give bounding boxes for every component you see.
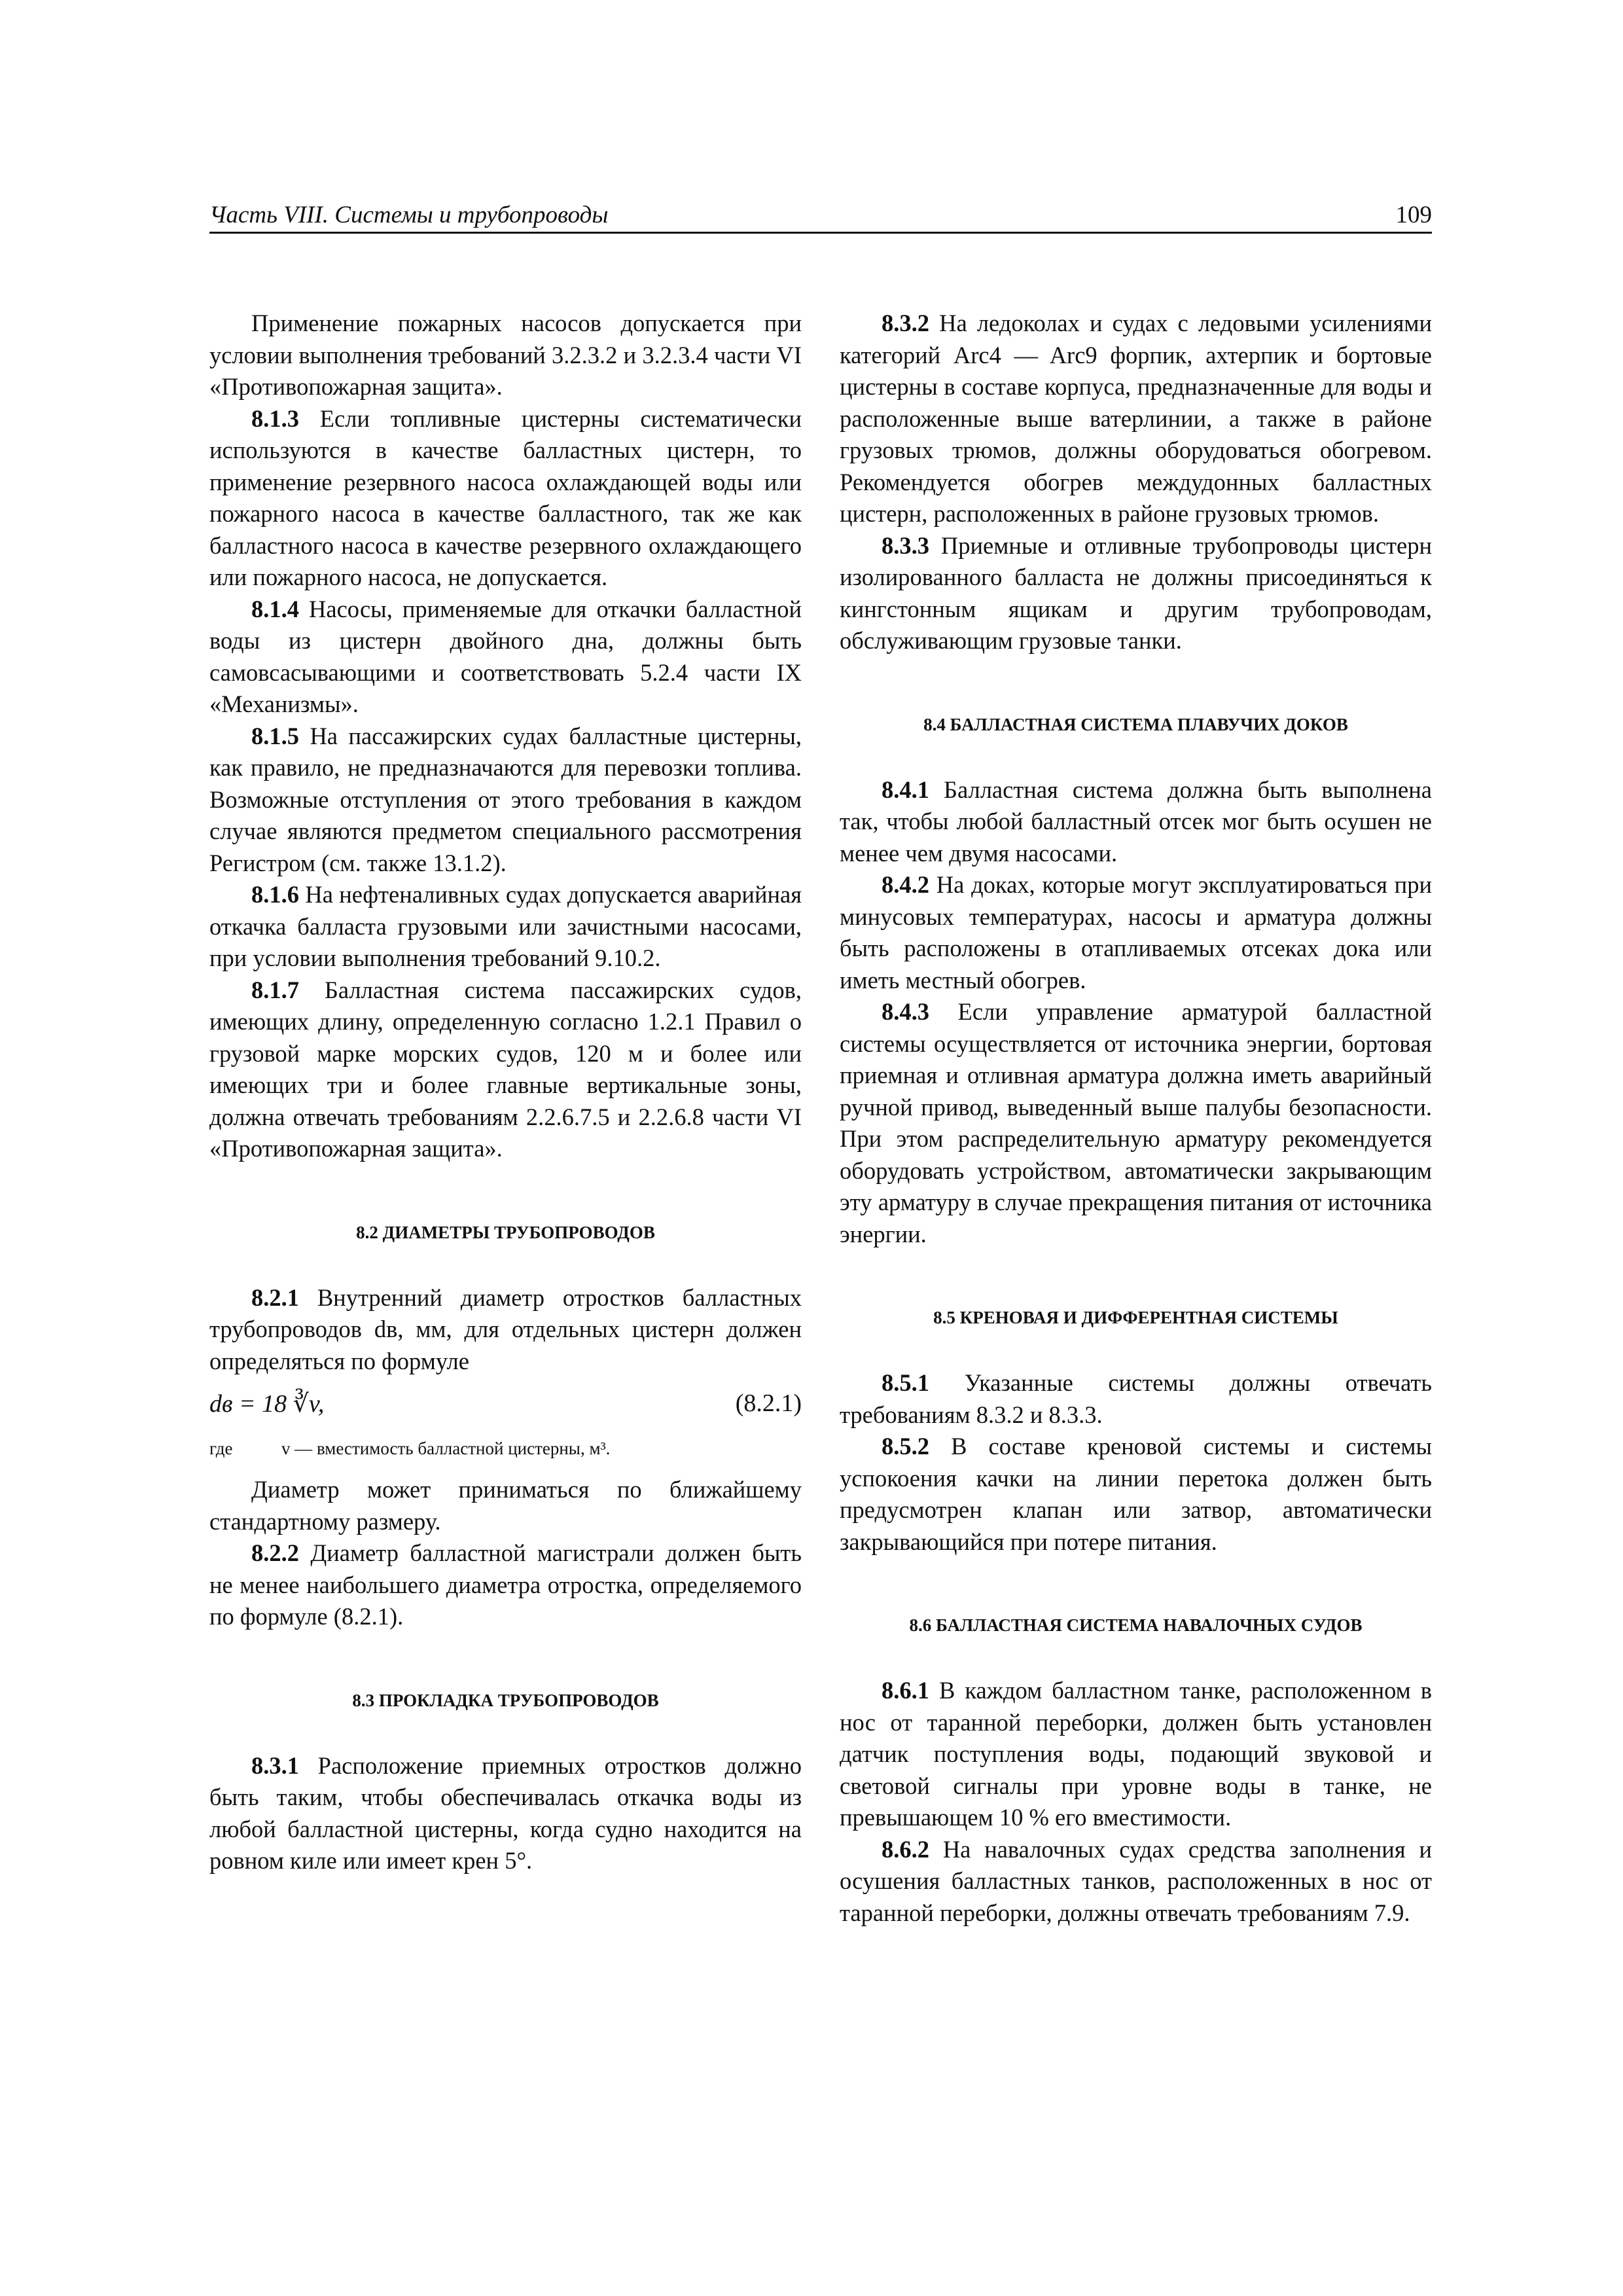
paragraph-8-1-4 xyxy=(209,594,802,721)
clause-number: 8.4.1 xyxy=(882,776,929,803)
clause-text: Диаметр балластной магистрали должен быть не менее наибольшего диаметра отростка, определяемого по формуле (8.2.1). xyxy=(209,1539,802,1630)
clause-number: 8.5.2 xyxy=(882,1433,929,1460)
clause-text: В составе креновой системы и системы успокоения качки на линии перетока должен быть предусмотрен клапан или затвор, автоматически закрывающийся при потере питания. xyxy=(840,1433,1432,1555)
running-header xyxy=(209,200,1432,234)
clause-text: Внутренний диаметр отростков балластных трубопроводов dв, мм, для отдельных цистерн должен определяться по формуле xyxy=(209,1283,802,1374)
clause-text: Насосы, применяемые для откачки балластной воды из цистерн двойного дна, должны быть самовсасывающими и соответствовать 5.2.4 части IX «Механизмы». xyxy=(209,595,802,717)
clause-text: Если управление арматурой балластной системы осуществляется от источника энергии, бортовая приемная и отливная арматура должна иметь аварийный ручной привод, выведенный выше палубы безопасности. При этом распределительную арматуру рекомендуется оборудовать устройством, автоматически закрывающим эту арматуру в случае прекращения питания от источника энергии. xyxy=(840,998,1432,1247)
page-number: 109 xyxy=(1395,202,1432,228)
section-heading-8-6: 8.6 БАЛЛАСТНАЯ СИСТЕМА НАВАЛОЧНЫХ СУДОВ xyxy=(909,1615,1363,1635)
legend-definition: v — вместимость балластной цистерны, м³. xyxy=(281,1439,611,1458)
clause-text: На доках, которые могут эксплуатироваться при минусовых температурах, насосы и арматура должны быть расположены в отапливаемых отсеках дока или иметь местный обогрев. xyxy=(840,871,1432,994)
left-column xyxy=(209,308,802,1877)
clause-number: 8.2.2 xyxy=(251,1539,299,1566)
formula-expression: dв = 18 ∛v, xyxy=(209,1390,325,1418)
section-heading-8-3: 8.3 ПРОКЛАДКА ТРУБОПРОВОДОВ xyxy=(352,1690,659,1710)
paragraph-8-1-3 xyxy=(209,403,802,594)
clause-text: Если топливные цистерны систематически используются в качестве балластных цистерн, то применение резервного насоса охлаждающей воды или пожарного насоса в качестве балластного, так же как балластного насоса в качестве резервного охлаждающего или пожарного насоса, не допускается. xyxy=(209,404,802,590)
clause-text: Балластная система должна быть выполнена так, чтобы любой балластный отсек мог быть осушен не менее чем двумя насосами. xyxy=(840,776,1432,867)
clause-number: 8.6.1 xyxy=(882,1677,929,1704)
formula-legend xyxy=(209,1433,802,1465)
paragraph-8-3-2 xyxy=(840,308,1432,530)
paragraph-8-4-3 xyxy=(840,996,1432,1250)
clause-number: 8.1.4 xyxy=(251,595,299,622)
clause-number: 8.3.3 xyxy=(882,531,929,559)
clause-number: 8.3.2 xyxy=(882,310,929,336)
clause-text: Расположение приемных отростков должно быть таким, чтобы обеспечивалась откачка воды из любой балластной цистерны, когда судно находится на ровном киле или имеет крен 5°. xyxy=(209,1751,802,1874)
clause-number: 8.5.1 xyxy=(882,1369,929,1396)
clause-number: 8.4.2 xyxy=(882,871,929,898)
clause-text: Указанные системы должны отвечать требованиям 8.3.2 и 8.3.3. xyxy=(840,1369,1432,1428)
paragraph-8-1-6 xyxy=(209,879,802,975)
clause-number: 8.1.7 xyxy=(251,976,299,1003)
clause-text: На пассажирских судах балластные цистерны, как правило, не предназначаются для перевозки топлива. Возможные отступления от этого требования в каждом случае являются предметом специального рассмотрения Регистром (см. также 13.1.2). xyxy=(209,722,802,876)
legend-where: где xyxy=(209,1439,233,1458)
clause-number: 8.6.2 xyxy=(882,1835,929,1863)
clause-text: Приемные и отливные трубопроводы цистерн изолированного балласта не должны присоединяться к кингстонным ящикам и другим трубопроводам, обслуживающим грузовые танки. xyxy=(840,531,1432,654)
part-title: Часть VIII. Системы и трубопроводы xyxy=(209,202,609,228)
paragraph-diameter-note: Диаметр может приниматься по ближайшему стандартному размеру. xyxy=(209,1476,802,1535)
formula-number: (8.2.1) xyxy=(735,1390,802,1417)
clause-text: На навалочных судах средства заполнения и осушения балластных танков, расположенных в нос от таранной переборки, должны отвечать требованиям 7.9. xyxy=(840,1835,1432,1926)
clause-number: 8.3.1 xyxy=(251,1751,299,1779)
paragraph-8-5-2 xyxy=(840,1431,1432,1558)
clause-text: На нефтеналивных судах допускается аварийная откачка балласта грузовыми или зачистными насосами, при условии выполнения требований 9.10.2. xyxy=(209,881,802,971)
clause-number: 8.1.6 xyxy=(251,881,299,908)
clause-number: 8.1.3 xyxy=(251,404,299,432)
formula-8-2-1 xyxy=(209,1384,802,1426)
paragraph-8-4-2 xyxy=(840,869,1432,996)
clause-number: 8.1.5 xyxy=(251,722,299,749)
clause-text: В каждом балластном танке, расположенном в нос от таранной переборки, должен быть установлен датчик поступления воды, подающий звуковой и световой сигналы при уровне воды в танке, не превышающем 10 % его вместимости. xyxy=(840,1677,1432,1831)
paragraph-8-4-1 xyxy=(840,774,1432,870)
paragraph-8-2-2 xyxy=(209,1537,802,1633)
clause-number: 8.2.1 xyxy=(251,1283,299,1311)
paragraph-8-3-3 xyxy=(840,530,1432,657)
paragraph-8-1-7 xyxy=(209,975,802,1165)
section-heading-8-4: 8.4 БАЛЛАСТНАЯ СИСТЕМА ПЛАВУЧИХ ДОКОВ xyxy=(923,714,1348,734)
paragraph-fire-pumps: Применение пожарных насосов допускается при условии выполнения требований 3.2.3.2 и 3.2.3.4 части VI «Противопожарная защита». xyxy=(209,310,802,400)
clause-number: 8.4.3 xyxy=(882,998,929,1025)
paragraph-8-5-1 xyxy=(840,1367,1432,1431)
paragraph-8-1-5 xyxy=(209,721,802,880)
paragraph-8-6-1 xyxy=(840,1675,1432,1834)
paragraph-8-6-2 xyxy=(840,1834,1432,1929)
clause-text: На ледоколах и судах с ледовыми усилениями категорий Arc4 — Arc9 форпик, ахтерпик и бортовые цистерны в составе корпуса, предназначенные для воды и расположенные выше ватерлинии, а также в районе грузовых трюмов, должны оборудоваться обогревом. Рекомендуется обогрев междудонных балластных цистерн, расположенных в районе грузовых трюмов. xyxy=(840,310,1432,527)
section-heading-8-5: 8.5 КРЕНОВАЯ И ДИФФЕРЕНТНАЯ СИСТЕМЫ xyxy=(933,1308,1338,1327)
right-column xyxy=(840,308,1432,1929)
clause-text: Балластная система пассажирских судов, имеющих длину, определенную согласно 1.2.1 Правил о грузовой марке морских судов, 120 м и более или имеющих три и более главные вертикальные зоны, должна отвечать требованиям 2.2.6.7.5 и 2.2.6.8 части VI «Противопожарная защита». xyxy=(209,976,802,1162)
paragraph-8-3-1 xyxy=(209,1750,802,1877)
paragraph-8-2-1 xyxy=(209,1282,802,1378)
section-heading-8-2: 8.2 ДИАМЕТРЫ ТРУБОПРОВОДОВ xyxy=(356,1222,655,1242)
